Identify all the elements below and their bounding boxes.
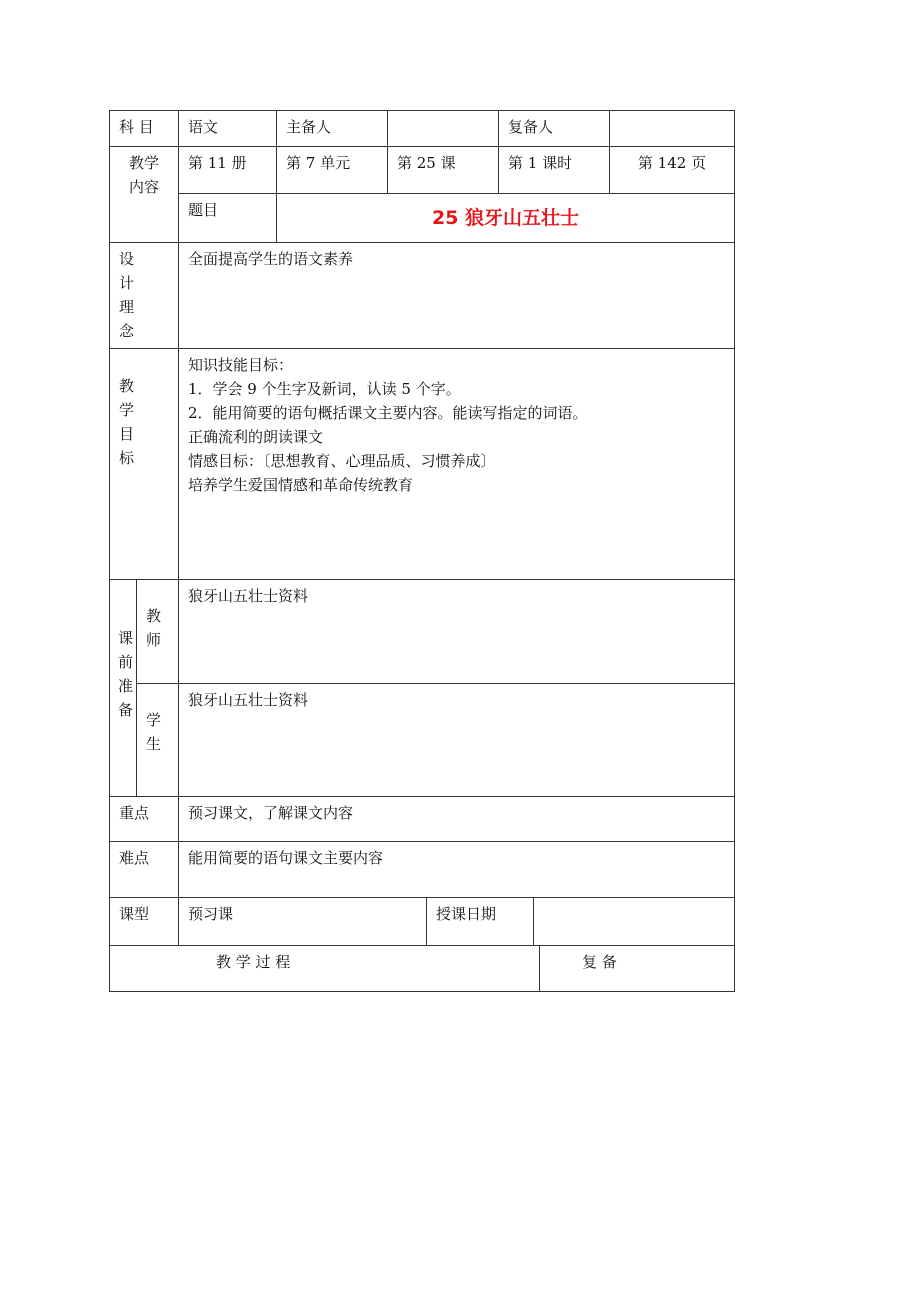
difficult-label: 难点 xyxy=(109,841,179,898)
lesson: 第 25 课 xyxy=(387,146,499,194)
goals-text xyxy=(178,348,735,580)
teaching-content-label: 教学内容 xyxy=(109,146,179,243)
teacher-prep: 狼牙山五壮士资料 xyxy=(178,579,735,684)
date-value xyxy=(533,897,735,946)
teacher-label: 教师 xyxy=(136,579,179,684)
reviewer-value xyxy=(609,110,735,147)
key-label: 重点 xyxy=(109,796,179,842)
type-value: 预习课 xyxy=(178,897,427,946)
volume: 第 11 册 xyxy=(178,146,277,194)
subject-value: 语文 xyxy=(178,110,277,147)
goal-line: 知识技能目标： xyxy=(188,356,294,374)
goals-label: 教学目标 xyxy=(109,348,179,580)
goal-line: 情感目标：〔思想教育、心理品质、习惯养成〕 xyxy=(188,452,496,470)
goal-line: 培养学生爱国情感和革命传统教育 xyxy=(188,476,414,494)
unit: 第 7 单元 xyxy=(276,146,388,194)
design-text: 全面提高学生的语文素养 xyxy=(178,242,735,349)
student-label: 学生 xyxy=(136,683,179,797)
design-label: 设计理念 xyxy=(109,242,179,349)
preparer-value xyxy=(387,110,499,147)
preparer-label: 主备人 xyxy=(276,110,388,147)
goal-line: 正确流利的朗读课文 xyxy=(188,428,324,446)
prep-label: 课前准备 xyxy=(109,579,137,797)
key-text: 预习课文，了解课文内容 xyxy=(178,796,735,842)
review-label: 复 备 xyxy=(539,945,735,992)
subject-label: 科 目 xyxy=(109,110,179,147)
goal-line: 2．能用简要的语句概括课文主要内容。能读写指定的词语。 xyxy=(188,404,588,422)
title-label: 题目 xyxy=(178,193,277,243)
reviewer-label: 复备人 xyxy=(498,110,610,147)
process-label: 教 学 过 程 xyxy=(109,945,540,992)
lesson-title: 25 狼牙山五壮士 xyxy=(276,193,735,243)
difficult-text: 能用简要的语句课文主要内容 xyxy=(178,841,735,898)
type-label: 课型 xyxy=(109,897,179,946)
date-label: 授课日期 xyxy=(426,897,534,946)
student-prep: 狼牙山五壮士资料 xyxy=(178,683,735,797)
goal-line: 1．学会 9 个生字及新词，认读 5 个字。 xyxy=(188,380,461,398)
page: 第 142 页 xyxy=(609,146,735,194)
period: 第 1 课时 xyxy=(498,146,610,194)
